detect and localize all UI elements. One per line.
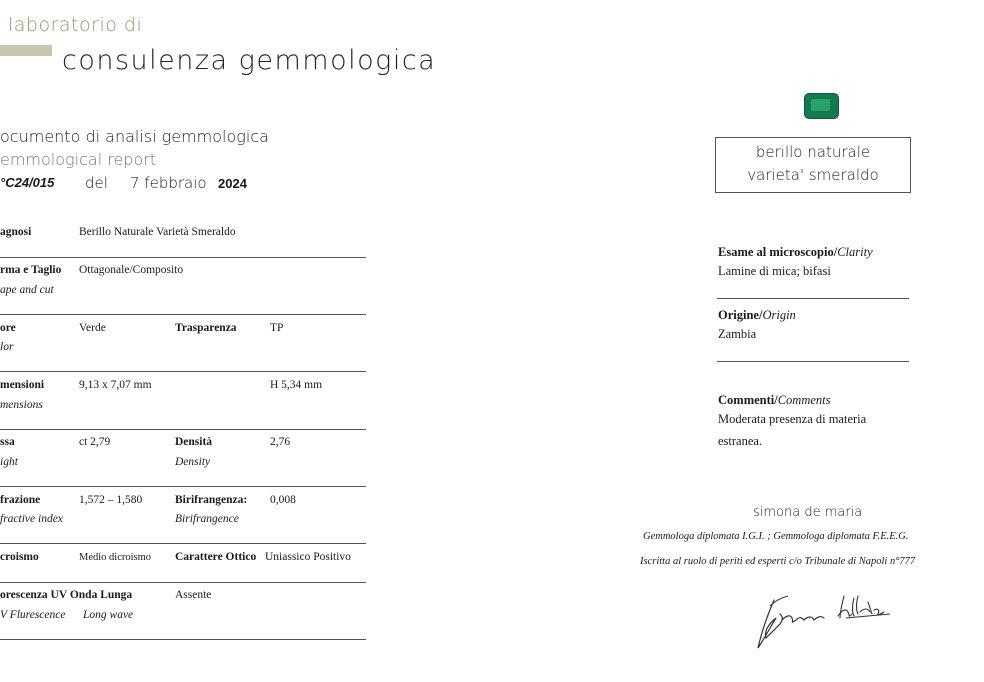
dimensions-label-en: mensions xyxy=(0,399,43,411)
density-label-en: Density xyxy=(175,456,211,468)
origin-heading xyxy=(718,306,796,324)
lab-name: laboratorio di xyxy=(8,14,143,36)
date-prefix: del xyxy=(85,174,108,192)
dimensions-value: 9,13 x 7,07 mm xyxy=(79,379,152,391)
row-divider xyxy=(0,257,366,258)
optic-character-label: Carattere Ottico xyxy=(175,551,257,563)
handwritten-signature xyxy=(752,588,892,658)
refraction-value: 1,572 – 1,580 xyxy=(79,494,143,506)
color-label-en: lor xyxy=(0,341,14,353)
signer-registration: Iscritta al ruolo di periti ed esperti c/o Tribunale di Napoli n°777 xyxy=(640,556,916,567)
report-date: 7 febbraio xyxy=(130,174,207,192)
origin-label: Origine/ xyxy=(718,308,763,322)
dichroism-value: Medio dicroismo xyxy=(79,552,152,563)
row-divider xyxy=(0,486,366,487)
diagnosis-value: Berillo Naturale Varietà Smeraldo xyxy=(79,226,236,238)
shape-label-en: ape and cut xyxy=(0,284,54,296)
row-divider xyxy=(0,371,366,372)
logo-bar xyxy=(0,45,52,56)
identification-line2: varieta' smeraldo xyxy=(747,166,879,184)
clarity-heading xyxy=(718,243,873,261)
comments-value-line2: estranea. xyxy=(718,434,763,448)
clarity-label: Esame al microscopio/ xyxy=(718,245,838,259)
diagnosis-label: agnosi xyxy=(0,226,32,238)
origin-label-en: Origin xyxy=(762,308,796,322)
refraction-label: frazione xyxy=(0,494,41,506)
clarity-value: Lamine di mica; bifasi xyxy=(718,264,831,278)
document-title: ocumento di analisi gemmologica xyxy=(0,127,269,146)
signer-name: simona de maria xyxy=(753,505,863,520)
comments-value-line1: Moderata presenza di materia xyxy=(718,412,867,426)
fluorescence-label: orescenza UV Onda Lunga xyxy=(0,589,133,601)
comments-heading xyxy=(718,391,831,409)
report-year: 2024 xyxy=(218,176,247,191)
lab-title: consulenza gemmologica xyxy=(62,45,437,76)
dichroism-label: croismo xyxy=(0,551,39,563)
comments-label-en: Comments xyxy=(777,393,831,407)
clarity-label-en: Clarity xyxy=(837,245,873,259)
row-divider xyxy=(0,314,366,315)
height-value: H 5,34 mm xyxy=(270,379,323,391)
fluorescence-label-en: V Flurescence xyxy=(0,609,66,621)
report-number: °C24/015 xyxy=(0,175,55,190)
row-divider xyxy=(0,429,366,430)
birefringence-label-en: Birifrangence xyxy=(175,513,239,525)
weight-label-en: ight xyxy=(0,456,18,468)
comments-label: Commenti/ xyxy=(718,393,778,407)
refraction-label-en: fractive index xyxy=(0,513,63,525)
transparency-label: Trasparenza xyxy=(175,322,237,334)
long-wave-label-en: Long wave xyxy=(83,609,134,621)
section-divider xyxy=(717,298,909,299)
identification-line1: berillo naturale xyxy=(755,143,871,161)
weight-value: ct 2,79 xyxy=(79,436,111,448)
emerald-gem-image xyxy=(804,93,839,119)
density-label: Densità xyxy=(175,436,213,448)
document-subtitle: emmological report xyxy=(0,150,157,169)
optic-character-value: Uniassico Positivo xyxy=(265,551,351,563)
section-divider xyxy=(717,361,909,362)
row-divider xyxy=(0,582,366,583)
dimensions-label: mensioni xyxy=(0,379,45,391)
color-value: Verde xyxy=(79,322,106,334)
row-divider xyxy=(0,543,366,544)
weight-label: ssa xyxy=(0,436,15,448)
origin-value: Zambia xyxy=(718,327,757,341)
transparency-value: TP xyxy=(270,322,284,334)
birefringence-label: Birifrangenza: xyxy=(175,494,248,506)
color-label: ore xyxy=(0,322,16,334)
signer-credentials: Gemmologa diplomata I.G.I. ; Gemmologa diplomata F.E.E.G. xyxy=(643,531,909,542)
birefringence-value: 0,008 xyxy=(270,494,296,506)
density-value: 2,76 xyxy=(270,436,291,448)
row-divider xyxy=(0,639,366,640)
fluorescence-value: Assente xyxy=(175,589,212,601)
shape-value: Ottagonale/Composito xyxy=(79,264,184,276)
shape-label: rma e Taglio xyxy=(0,264,62,276)
